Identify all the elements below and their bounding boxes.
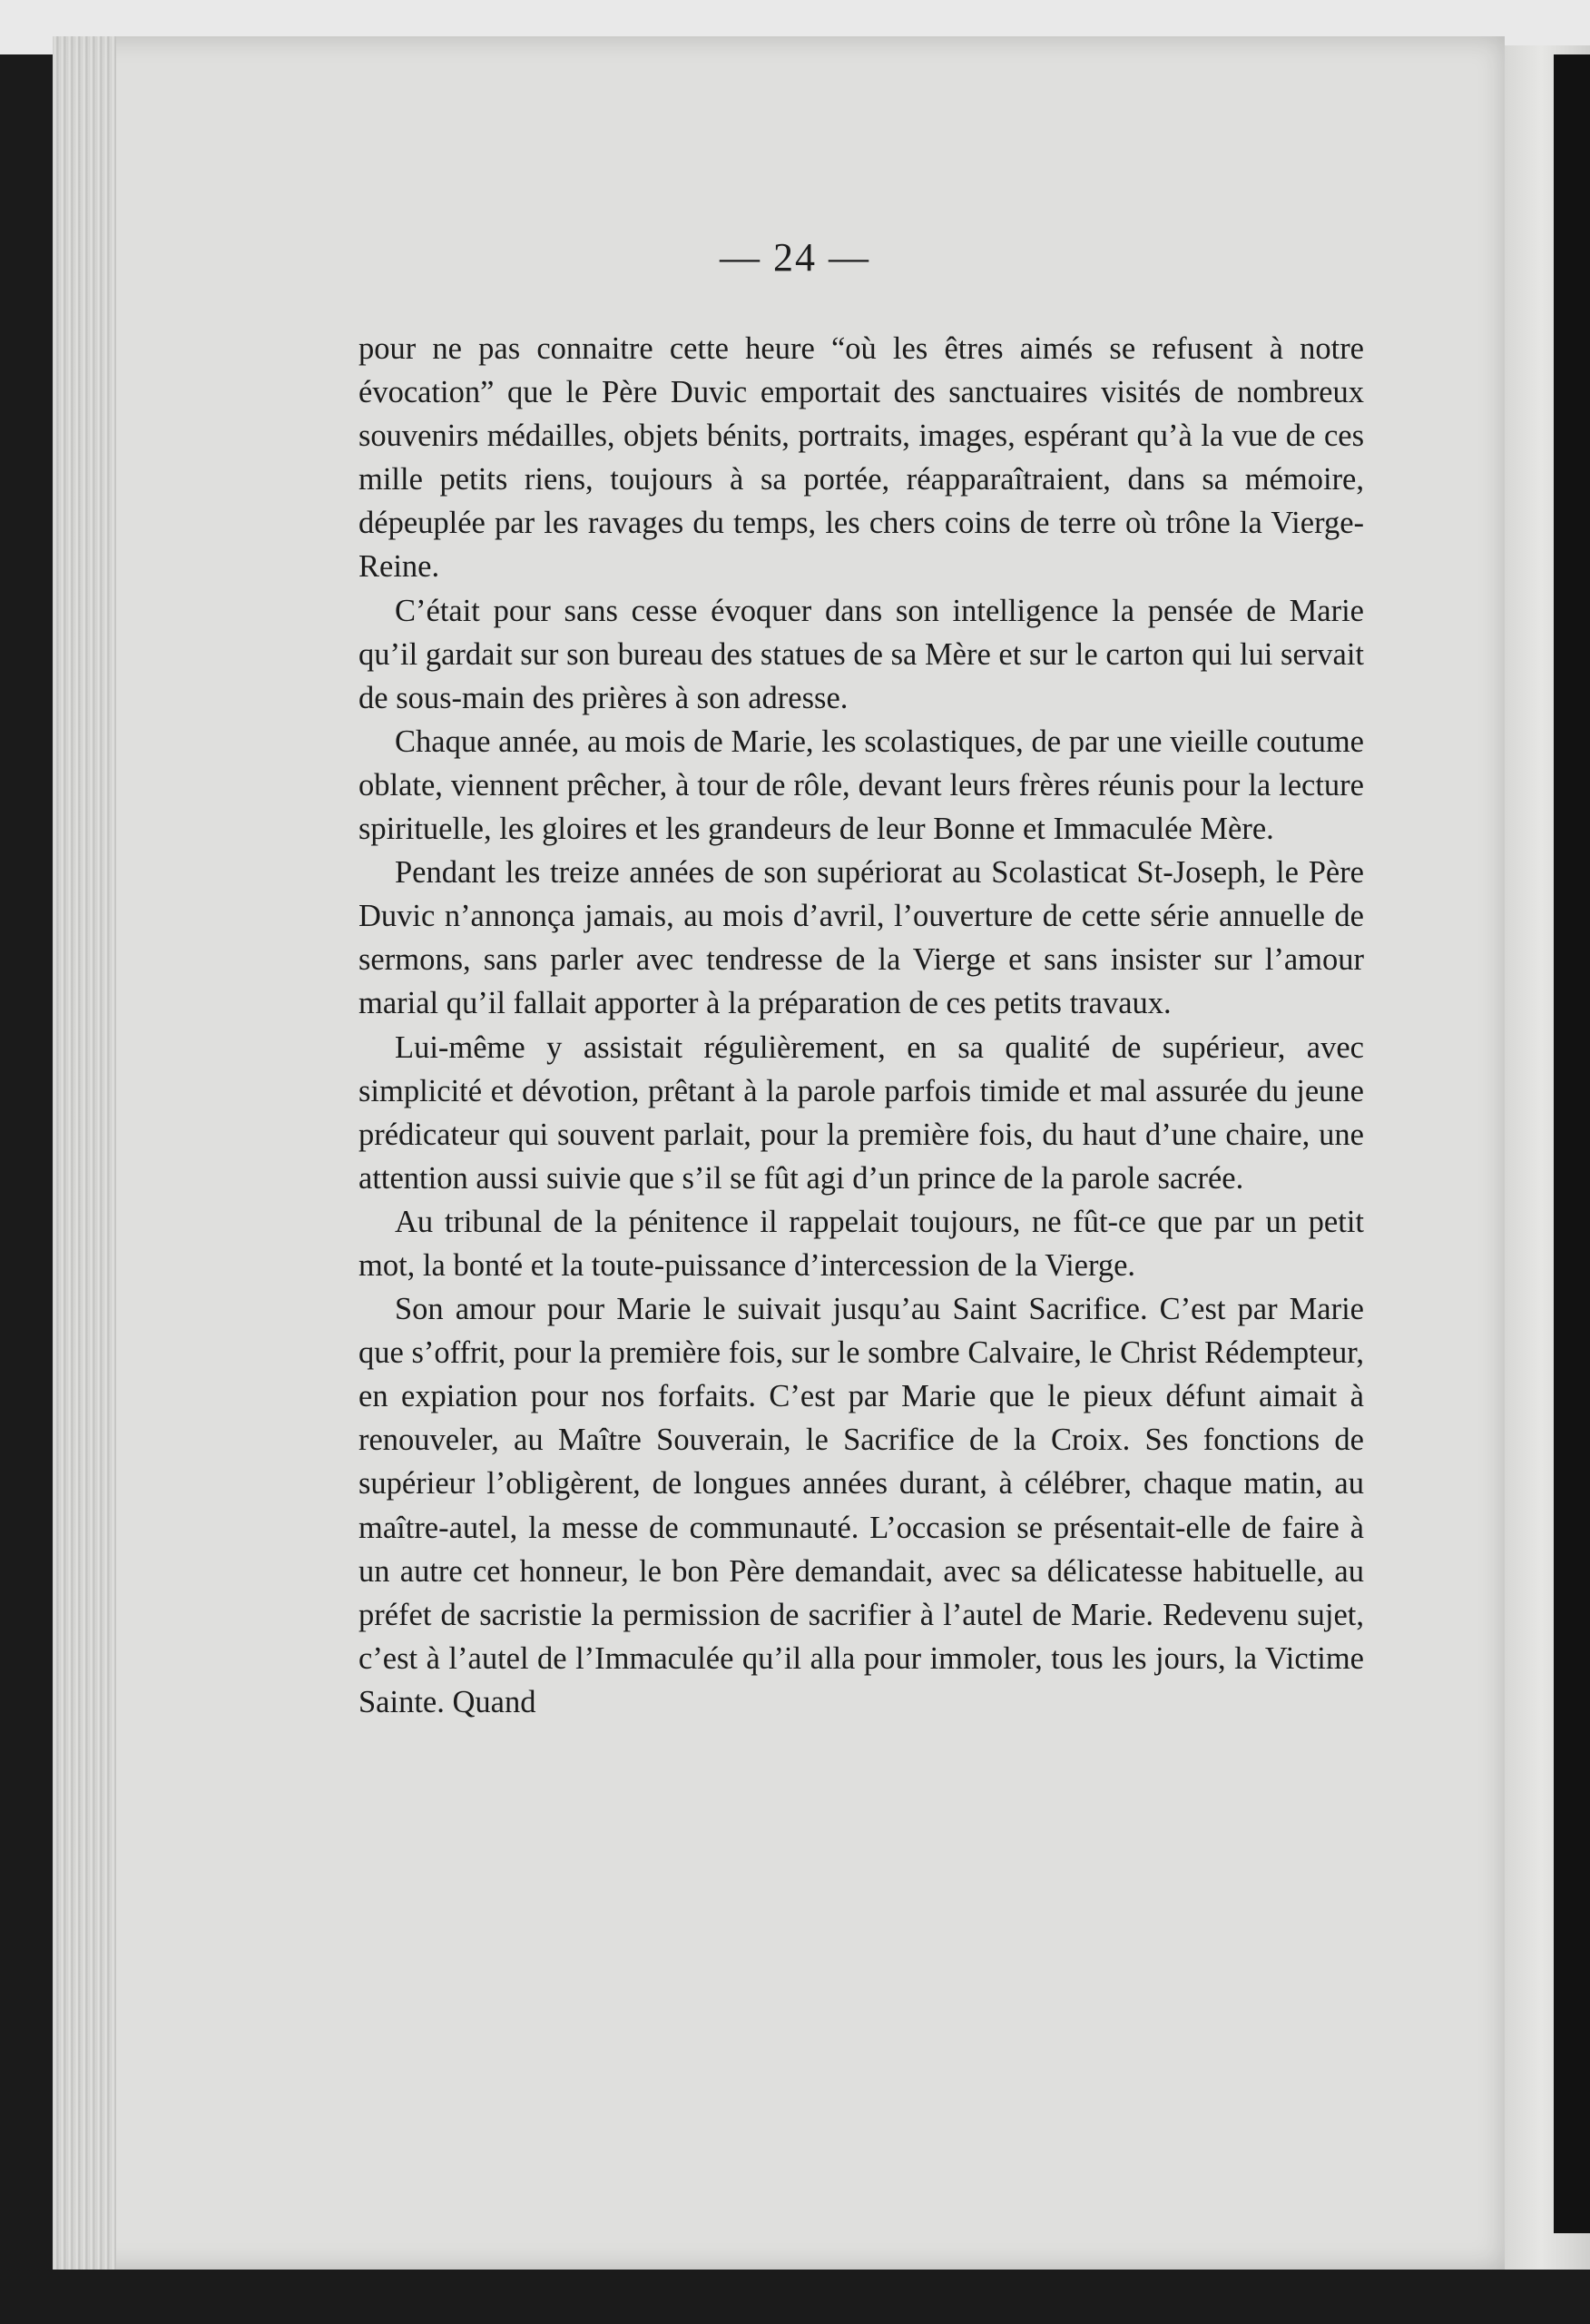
page-stack-edge: [53, 36, 116, 2270]
page-number: — 24 —: [720, 235, 870, 280]
paragraph: Son amour pour Marie le suivait jusqu’au Saint Sacrifice. C’est par Marie que s’offrit, pour la première fois, sur le sombre Calvaire, le Christ Rédempteur, en expiation pour nos forfaits. C’est par Marie que le pieux défunt aimait à renouveler, au Maître Souverain, le Sacrifice de la Croix. Ses fonctions de supérieur l’obligèrent, de longues années durant, à célébrer, chaque matin, au maître-autel, la messe de communauté. L’occasion se présentait-elle de faire à un autre cet honneur, le bon Père demandait, avec sa délicatesse habituelle, au préfet de sacristie la permission de sacrifier à l’autel de Marie. Redevenu sujet, c’est à l’autel de l’Immaculée qu’il alla pour immoler, tous les jours, la Victime Sainte. Quand: [358, 1292, 1364, 1719]
body-text: [358, 327, 1364, 1724]
paragraph: Chaque année, au mois de Marie, les scolastiques, de par une vieille coutume oblate, viennent prêcher, à tour de rôle, devant leurs frères réunis pour la lecture spirituelle, les gloires et les grandeurs de leur Bonne et Immaculée Mère.: [358, 724, 1364, 847]
paragraph: Lui-même y assistait régulièrement, en sa qualité de supérieur, avec simplicité et dévotion, prêtant à la parole parfois timide et mal assurée du jeune prédicateur qui souvent parlait, pour la première fois, du haut d’une chaire, une attention aussi suivie que s’il se fût agi d’un prince de la parole sacrée.: [358, 1029, 1364, 1196]
paragraph: pour ne pas connaitre cette heure “où les êtres aimés se refusent à notre évocation” que le Père Duvic emportait des sanctuaires visités de nombreux souvenirs médailles, objets bénits, portraits, images, espérant qu’à la vue de ces mille petits riens, toujours à sa portée, réapparaîtraient, dans sa mémoire, dépeuplée par les ravages du temps, les chers coins de terre où trône la Vierge-Reine.: [358, 331, 1364, 585]
scan-dark-border: [1554, 54, 1590, 2233]
paragraph: Pendant les treize années de son supériorat au Scolasticat St-Joseph, le Père Duvic n’annonça jamais, au mois d’avril, l’ouverture de cette série annuelle de sermons, sans parler avec tendresse de la Vierge et sans insister sur l’amour marial qu’il fallait apporter à la préparation de ces petits travaux.: [358, 855, 1364, 1021]
paragraph: Au tribunal de la pénitence il rappelait toujours, ne fût-ce que par un petit mot, la bonté et la toute-puissance d’intercession de la Vierge.: [358, 1204, 1364, 1283]
paragraph: C’était pour sans cesse évoquer dans son intelligence la pensée de Marie qu’il gardait sur son bureau des statues de sa Mère et sur le carton qui lui servait de sous-main des prières à son adresse.: [358, 593, 1364, 715]
